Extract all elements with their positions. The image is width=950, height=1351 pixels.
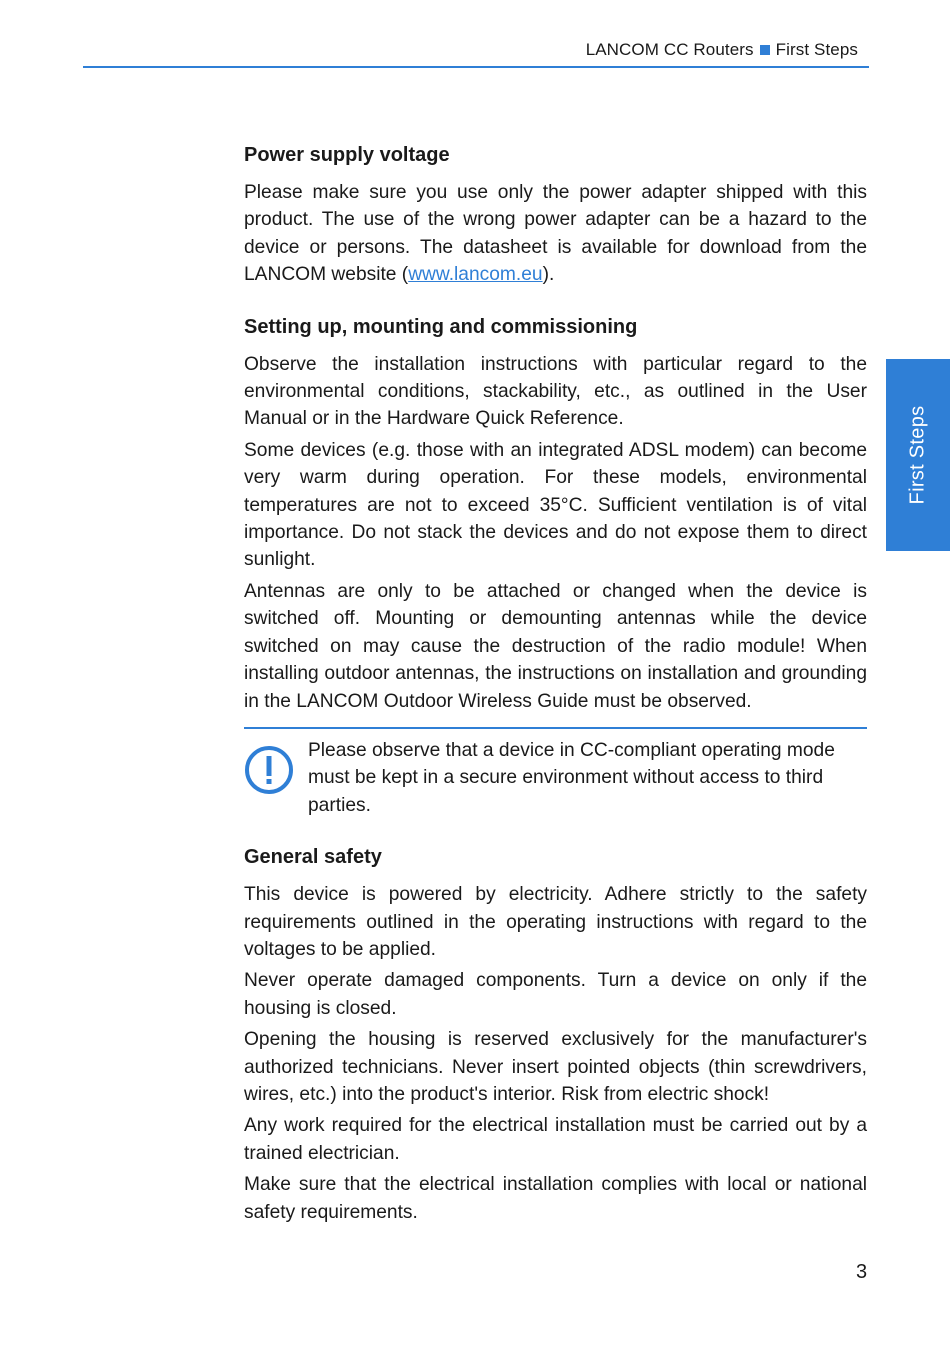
section-power-supply bbox=[244, 140, 867, 289]
paragraph-general-electrician: Any work required for the electrical installation must be carried out by a trained electrician. bbox=[244, 1115, 867, 1164]
side-tab-label: First Steps bbox=[906, 405, 929, 505]
header-separator-square-icon bbox=[760, 45, 770, 55]
paragraph-setup-installation: Observe the installation instructions with particular regard to the environmental conditions, stackability, etc., as outlined in the User Manual or in the Hardware Quick Reference. bbox=[244, 353, 867, 430]
heading-general-safety: General safety bbox=[244, 846, 382, 869]
page-header bbox=[83, 38, 869, 68]
page-number: 3 bbox=[856, 1261, 868, 1283]
note-text-block bbox=[308, 737, 867, 819]
heading-setup: Setting up, mounting and commissioning bbox=[244, 315, 638, 338]
paragraph-general-compliance: Make sure that the electrical installation complies with local or national safety requirements. bbox=[244, 1174, 867, 1223]
section-setup bbox=[244, 312, 867, 715]
header-chapter: First Steps bbox=[775, 40, 858, 59]
paragraph-general-electricity: This device is powered by electricity. Adhere strictly to the safety requirements outlined in the operating instructions with regard to the voltages to be applied. bbox=[244, 884, 867, 960]
paragraph-setup-antennas: Antennas are only to be attached or changed when the device is switched off. Mounting or demounting antennas while the device switched on may cause the destruction of the radio module! When installing outdoor antennas, the instructions on installation and grounding in the LANCOM Outdoor Wireless Guide must be observed. bbox=[244, 580, 867, 712]
exclamation-circle-icon bbox=[244, 745, 294, 795]
note-text: Please observe that a device in CC-compliant operating mode must be kept in a secure environment without access to third parties. bbox=[308, 739, 835, 816]
paragraph-setup-temperature: Some devices (e.g. those with an integrated ADSL modem) can become very warm during operation. For these models, environmental temperatures are not to exceed 35°C. Sufficient ventilation is of vital importance. Do not stack the devices and do not expose them to direct sunlight. bbox=[244, 439, 867, 571]
paragraph-power-supply bbox=[244, 179, 867, 289]
section-general-safety bbox=[244, 842, 867, 1226]
header-product: LANCOM CC Routers bbox=[585, 40, 754, 59]
power-text-before-link: Please make sure you use only the power adapter shipped with this product. The use of the wrong power adapter can be a hazard to the device or persons. The datasheet is available for download from the LANCOM website ( bbox=[244, 182, 867, 286]
paragraph-general-housing: Opening the housing is reserved exclusively for the manufacturer's authorized technicians. Never insert pointed objects (thin screwdrivers, wires, etc.) into the product's interior. Risk from electric shock! bbox=[244, 1029, 867, 1105]
header-text bbox=[586, 40, 858, 60]
note-box bbox=[244, 727, 867, 819]
main-content bbox=[244, 140, 867, 1230]
chapter-side-tab bbox=[886, 359, 950, 551]
heading-power-supply: Power supply voltage bbox=[244, 144, 450, 166]
paragraph-general-damaged: Never operate damaged components. Turn a device on only if the housing is closed. bbox=[244, 970, 867, 1019]
lancom-website-link[interactable]: www.lancom.eu bbox=[408, 264, 543, 286]
power-text-after-link: ). bbox=[542, 264, 555, 286]
